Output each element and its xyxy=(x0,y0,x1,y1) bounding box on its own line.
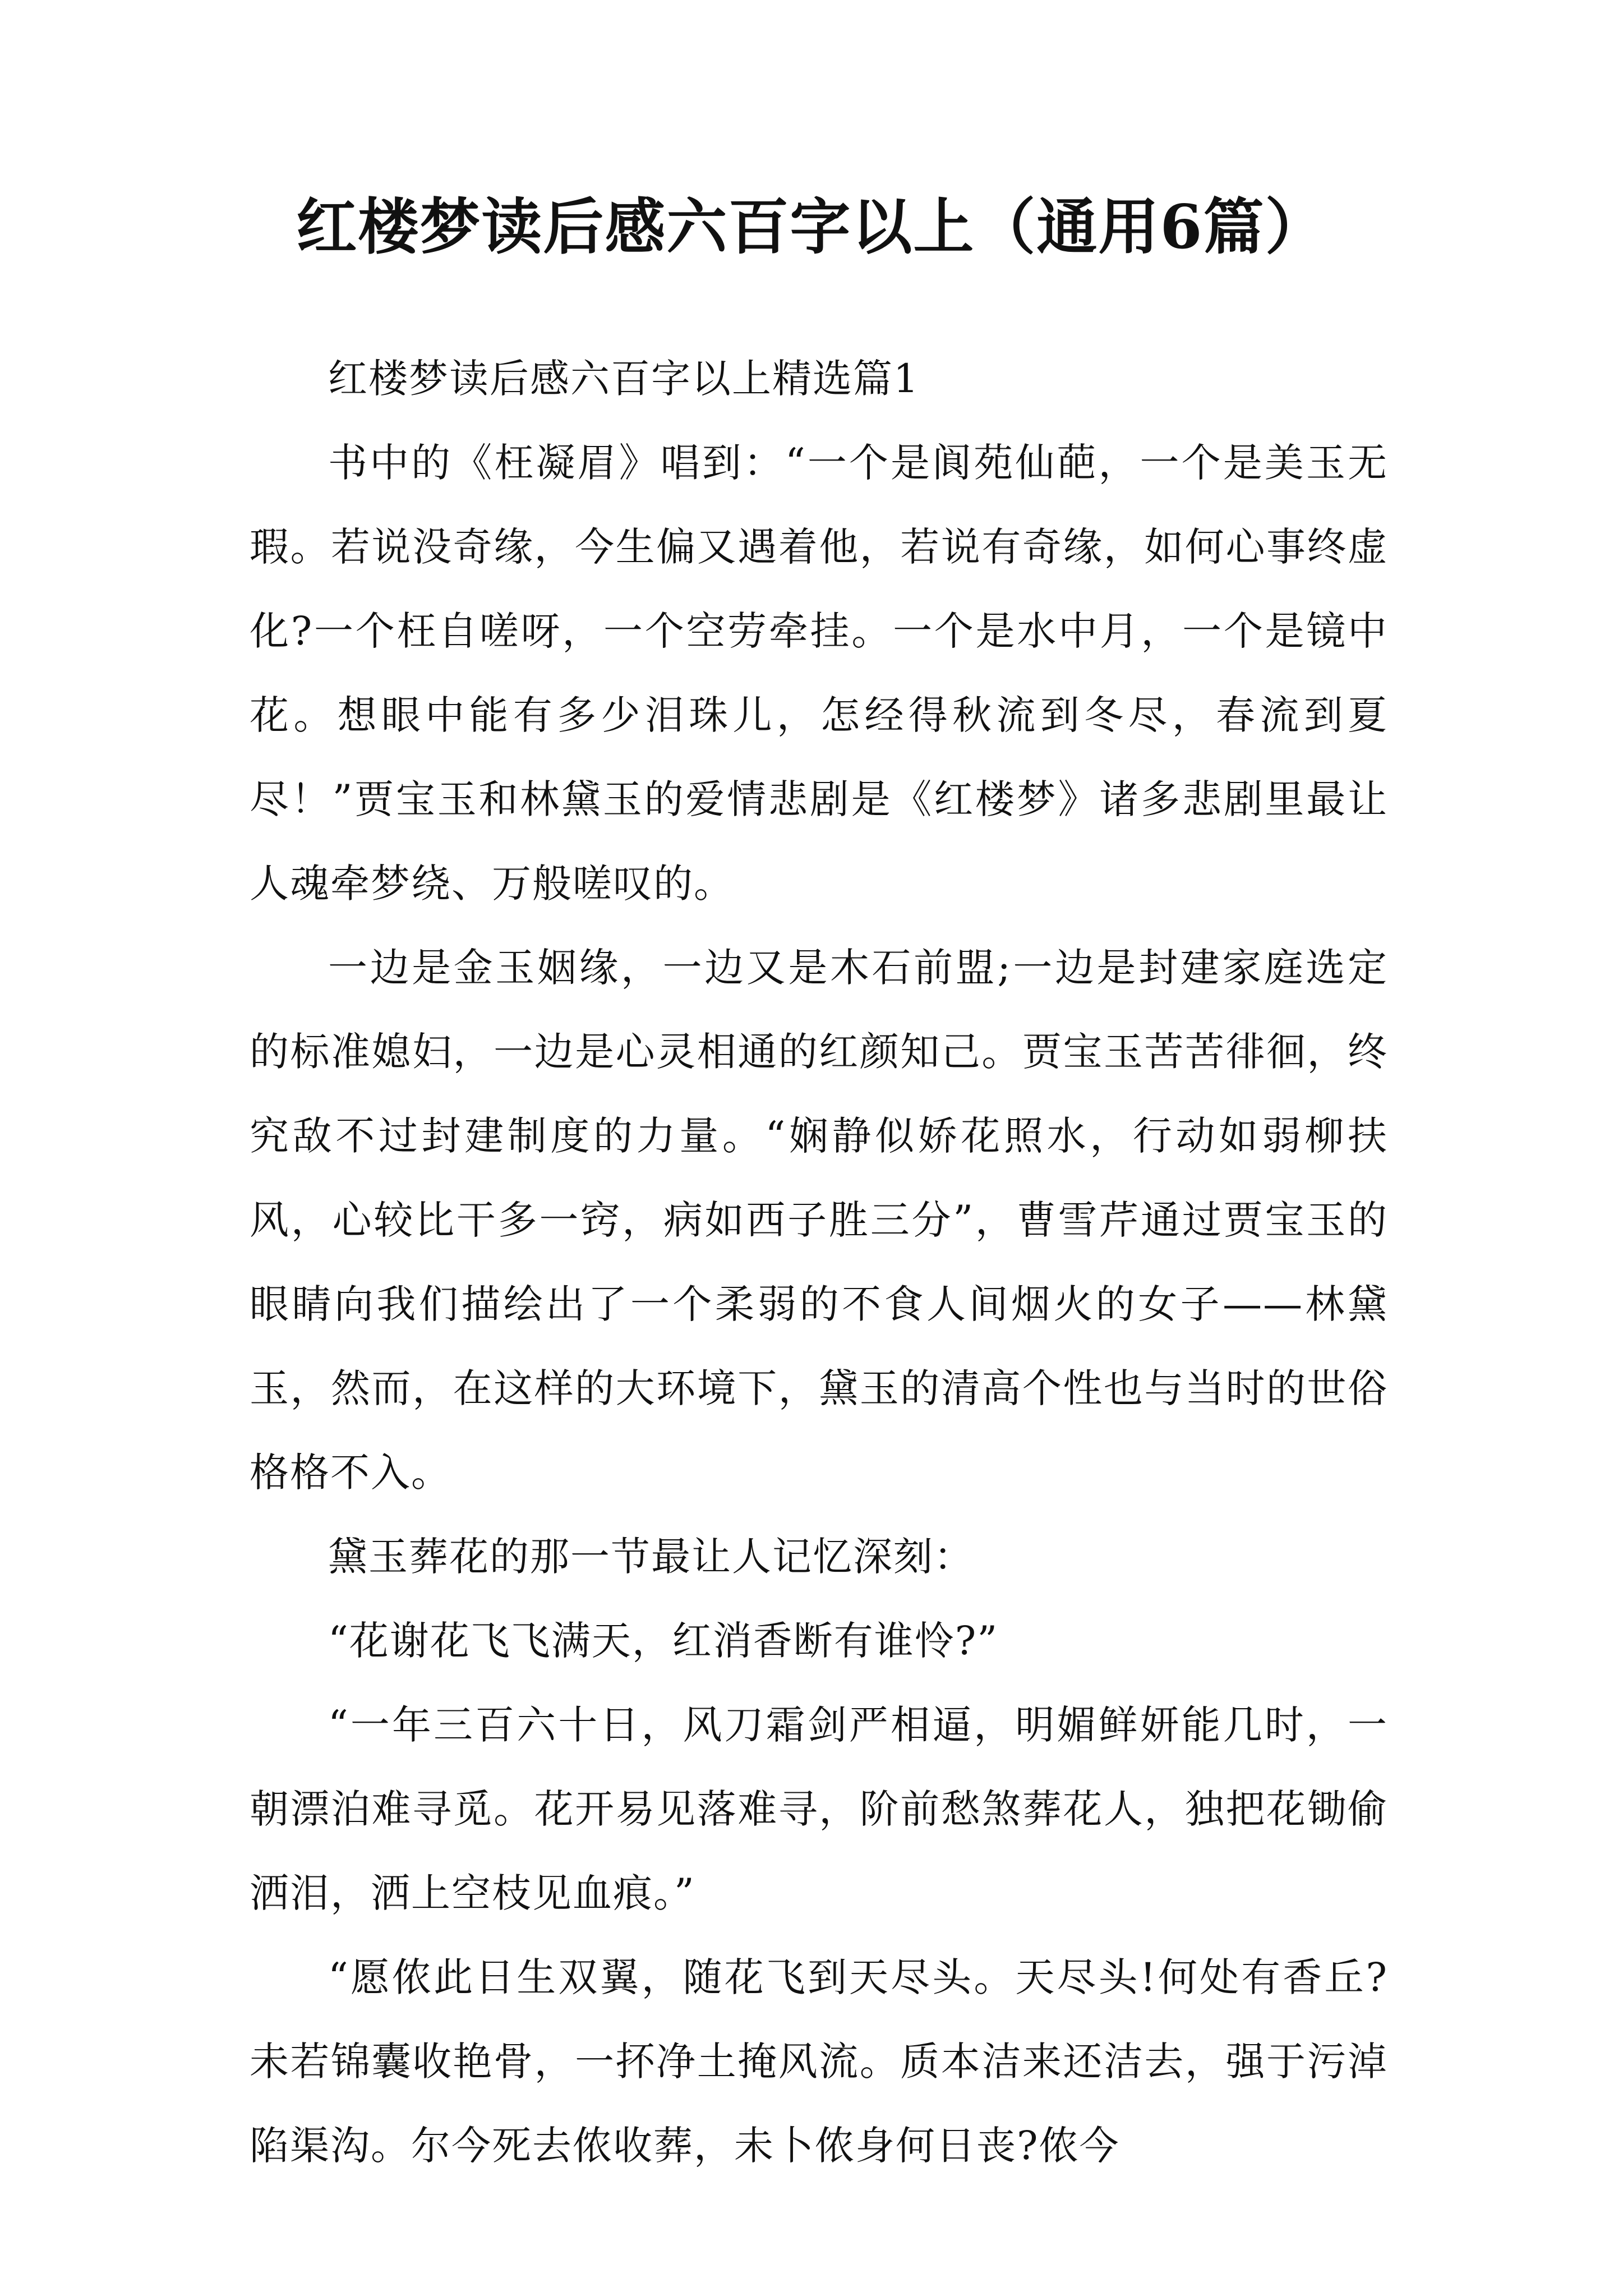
poem-line: “花谢花飞飞满天，红消香断有谁怜?” xyxy=(328,1618,999,1664)
poem-line: “愿侬此日生双翼，随花飞到天尽头。天尽头!何处有香丘?未若锦囊收艳骨，一抔净土掩风流。质本洁来还洁去，强于污淖陷渠沟。尔今死去侬收葬，未卜侬身何日丧?侬今 xyxy=(250,1954,1388,2169)
document-title: 红楼梦读后感六百字以上（通用6篇） xyxy=(296,192,1327,263)
paragraph: 一边是金玉姻缘，一边又是木石前盟;一边是封建家庭选定的标准媳妇，一边是心灵相通的红颜知己。贾宝玉苦苦徘徊，终究敌不过封建制度的力量。“娴静似娇花照水，行动如弱柳扶风，心较比干多一窍，病如西子胜三分”，曹雪芹通过贾宝玉的眼睛向我们描绘出了一个柔弱的不食人间烟火的女子——林黛玉，然而，在这样的大环境下，黛玉的清高个性也与当时的世俗格格不入。 xyxy=(250,945,1388,1496)
poem-line: “一年三百六十日，风刀霜剑严相逼，明媚鲜妍能几时，一朝漂泊难寻觅。花开易见落难寻，阶前愁煞葬花人，独把花锄偷洒泪，洒上空枝见血痕。” xyxy=(250,1702,1388,1916)
document-body xyxy=(250,337,1388,2188)
paragraph: 黛玉葬花的那一节最让人记忆深刻： xyxy=(328,1534,974,1580)
section-heading: 红楼梦读后感六百字以上精选篇1 xyxy=(328,356,920,402)
paragraph: 书中的《枉凝眉》唱到：“一个是阆苑仙葩，一个是美玉无瑕。若说没奇缘，今生偏又遇着他，若说有奇缘，如何心事终虚化?一个枉自嗟呀，一个空劳牵挂。一个是水中月，一个是镜中花。想眼中能有多少泪珠儿，怎经得秋流到冬尽，春流到夏尽！”贾宝玉和林黛玉的爱情悲剧是《红楼梦》诸多悲剧里最让人魂牵梦绕、万般嗟叹的。 xyxy=(250,440,1388,907)
